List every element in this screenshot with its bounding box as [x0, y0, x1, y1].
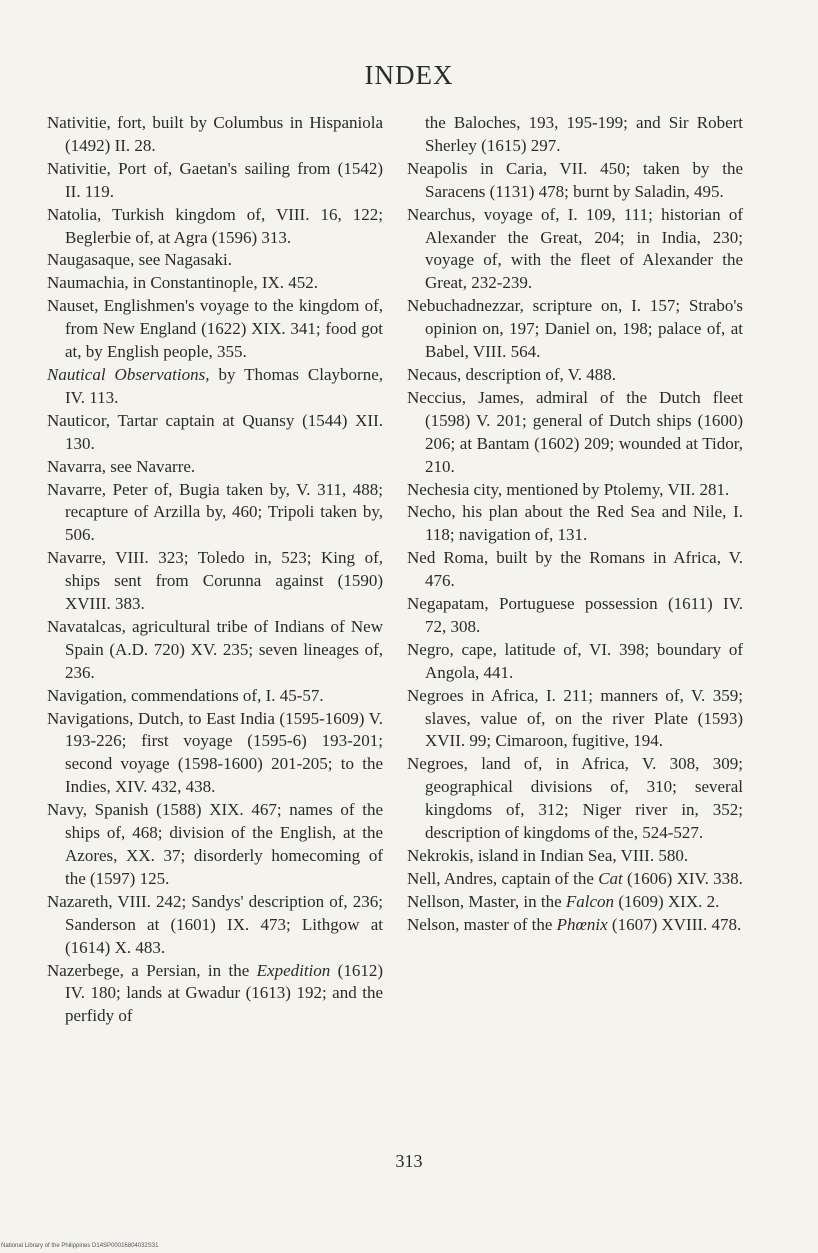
- index-entry-text: Navarre, Peter of, Bugia taken by, V. 311, 488; recapture of Arzilla by, 460; Tripoli taken by, 506.: [47, 479, 383, 545]
- index-entry: [407, 387, 743, 479]
- index-entry-text: the Baloches, 193, 195-199; and Sir Robert Sherley (1615) 297.: [425, 113, 743, 155]
- index-entry-text: Necho, his plan about the Red Sea and Nile, I. 118; navigation of, 131.: [407, 502, 743, 545]
- index-entry: [47, 204, 383, 250]
- index-entry-text: Natolia, Turkish kingdom of, VIII. 16, 122; Beglerbie of, at Agra (1596) 313.: [47, 204, 383, 247]
- index-entry: [47, 456, 383, 479]
- index-entry: [47, 295, 383, 364]
- index-entry-text: Nearchus, voyage of, I. 109, 111; historian of Alexander the Great, 204; in India, 230; voyage of, with the fleet of Alexander the Great, 232-239.: [407, 204, 743, 293]
- index-entry: [47, 272, 383, 295]
- index-entry: [407, 685, 743, 754]
- index-entry-text: Nazerbege, a Persian, in the: [47, 960, 257, 980]
- index-entry: [47, 799, 383, 891]
- index-entry-text: Nebuchadnezzar, scripture on, I. 157; Strabo's opinion on, 197; Daniel on, 198; palace of, at Babel, VIII. 564.: [407, 296, 743, 362]
- index-entry-text: Necaus, description of, V. 488.: [407, 364, 617, 384]
- index-entry-italic: Phœnix: [556, 914, 608, 934]
- index-entry-text: Naugasaque, see Nagasaki.: [47, 250, 233, 270]
- index-entry-text: Nelson, master of the: [407, 914, 557, 934]
- index-entry-text: Negroes in Africa, I. 211; manners of, V. 359; slaves, value of, on the river Plate (1593) XVII. 99; Cimaroon, fugitive, 194.: [407, 685, 743, 751]
- index-entry-text: Navigations, Dutch, to East India (1595-1609) V. 193-226; first voyage (1595-6) 193-201; second voyage (1598-1600) 201-205; to the Indies, XIV. 432, 438.: [47, 708, 383, 797]
- index-entry-text: Navigation, commendations of, I. 45-57.: [47, 685, 324, 705]
- index-entry: [47, 364, 383, 410]
- page-number: 313: [395, 1151, 423, 1171]
- index-entry: [407, 639, 743, 685]
- index-entry: [47, 479, 383, 548]
- index-entry-text: Navy, Spanish (1588) XIX. 467; names of the ships of, 468; division of the English, at the Azores, XX. 37; disorderly homecoming of the (1597) 125.: [47, 800, 383, 888]
- index-entry: [47, 112, 383, 158]
- index-entry-italic: Expedition: [256, 960, 331, 980]
- index-entry-text: Nekrokis, island in Indian Sea, VIII. 580.: [407, 846, 689, 865]
- index-entry: [407, 364, 743, 387]
- index-entry: [47, 410, 383, 456]
- index-entry: [47, 616, 383, 685]
- index-entry: [47, 960, 383, 1029]
- index-entry: [407, 204, 743, 296]
- index-entry: [407, 753, 743, 845]
- index-entry: [47, 249, 383, 272]
- index-entry: [47, 158, 383, 204]
- index-entry-text-after: (1607) XVIII. 478.: [607, 914, 742, 934]
- index-entry-text: Nechesia city, mentioned by Ptolemy, VII. 281.: [407, 479, 730, 499]
- index-entry-text: Negro, cape, latitude of, VI. 398; boundary of Angola, 441.: [407, 639, 743, 682]
- index-entry-italic: Falcon: [565, 891, 615, 911]
- index-column-left: [47, 112, 383, 1028]
- index-entry-text-after: (1612) IV. 180; lands at Gwadur (1613) 192; and the perfidy of: [65, 960, 383, 1026]
- index-entry-text: Negapatam, Portuguese possession (1611) IV. 72, 308.: [407, 594, 743, 636]
- index-entry: [407, 112, 743, 158]
- index-entry-text: Nativitie, fort, built by Columbus in Hispaniola (1492) II. 28.: [47, 113, 383, 155]
- index-entry: [47, 547, 383, 616]
- index-entry-text: Nauset, Englishmen's voyage to the kingdom of, from New England (1622) XIX. 341; food got at, by English people, 355.: [47, 296, 383, 362]
- index-entry: [47, 891, 383, 960]
- index-entry-text: Neapolis in Caria, VII. 450; taken by the Saracens (1131) 478; burnt by Saladin, 495.: [407, 158, 743, 201]
- index-entry-text: Navarra, see Navarre.: [47, 456, 196, 476]
- index-entry-text: Nazareth, VIII. 242; Sandys' description of, 236; Sanderson at (1601) IX. 473; Lithgow at (1614) X. 483.: [47, 891, 383, 957]
- index-column-right: [407, 112, 743, 937]
- index-entry: [407, 914, 743, 937]
- index-entry-text: Nellson, Master, in the: [407, 891, 566, 911]
- index-entry-text: Neccius, James, admiral of the Dutch fleet (1598) V. 201; general of Dutch ships (1600) 206; at Bantam (1602) 209; wounded at Tidor, 210.: [407, 387, 743, 476]
- index-entry-text: Nauticor, Tartar captain at Quansy (1544) XII. 130.: [47, 410, 383, 453]
- index-entry-italic: Cat: [598, 868, 623, 888]
- index-entry-text: Negroes, land of, in Africa, V. 308, 309; geographical divisions of, 310; several kingdoms of, 312; Niger river in, 352; description of kingdoms of the, 524-527.: [407, 754, 743, 843]
- index-entry-text: Naumachia, in Constantinople, IX. 452.: [47, 273, 319, 293]
- index-entry: [407, 868, 743, 891]
- index-entry-text: Nativitie, Port of, Gaetan's sailing from (1542) II. 119.: [47, 158, 383, 201]
- index-entry: [407, 295, 743, 364]
- index-entry-text: Navarre, VIII. 323; Toledo in, 523; King of, ships sent from Corunna against (1590) XVIII. 383.: [47, 548, 383, 614]
- index-entry: [407, 479, 743, 502]
- index-entry: [407, 158, 743, 204]
- index-entry-text: Nell, Andres, captain of the: [407, 868, 599, 888]
- library-footer: National Library of the Philippines D14SP00016804032S31: [1, 1243, 159, 1249]
- page-title: INDEX: [364, 60, 454, 90]
- index-entry: [407, 845, 743, 868]
- index-entry: [47, 708, 383, 800]
- index-entry: [407, 501, 743, 547]
- index-entry-text: Ned Roma, built by the Romans in Africa, V. 476.: [407, 548, 743, 591]
- index-entry: [407, 891, 743, 914]
- index-entry: [47, 685, 383, 708]
- index-entry: [407, 593, 743, 639]
- index-entry: [407, 547, 743, 593]
- index-entry-italic: Nautical Observations,: [47, 364, 210, 384]
- index-entry-text-after: (1606) XIV. 338.: [622, 868, 743, 888]
- index-entry-text: Navatalcas, agricultural tribe of Indians of New Spain (A.D. 720) XV. 235; seven lineages of, 236.: [47, 616, 383, 682]
- index-entry-text: by Thomas Clayborne, IV. 113.: [65, 364, 383, 407]
- index-entry-text-after: (1609) XIX. 2.: [614, 891, 720, 911]
